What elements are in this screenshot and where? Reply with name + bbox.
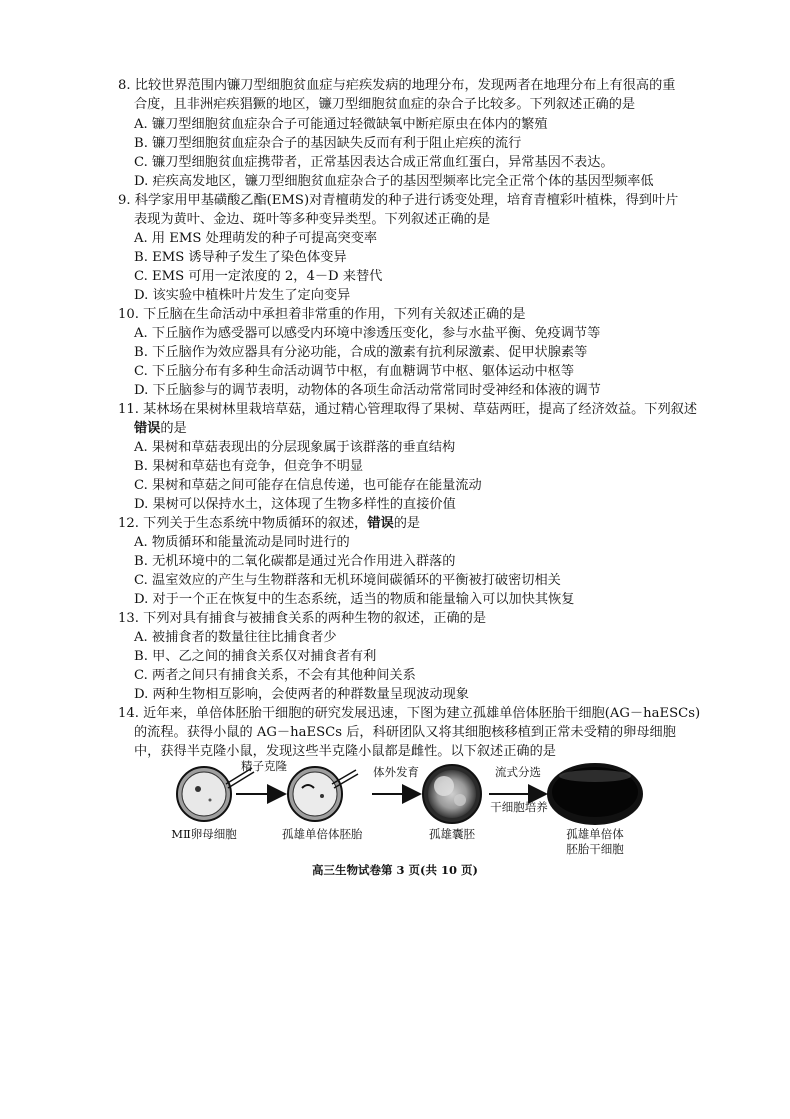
q11-option-b: B. 果树和草菇也有竞争，但竞争不明显 [134, 459, 364, 474]
q12-option-a: A. 物质循环和能量流动是同时进行的 [134, 535, 350, 550]
q10-option-a: A. 下丘脑作为感受器可以感受内环境中渗透压变化，参与水盐平衡、免疫调节等 [134, 326, 601, 341]
q8-option-b: B. 镰刀型细胞贫血症杂合子的基因缺失反而有利于阻止疟疾的流行 [134, 136, 522, 151]
blastocyst-label: 孤雄囊胚 [429, 827, 475, 841]
q10-option-d: D. 下丘脑参与的调节表明，动物体的各项生命活动常常同时受神经和体液的调节 [134, 383, 601, 398]
q8-option-a: A. 镰刀型细胞贫血症杂合子可能通过轻微缺氧中断疟原虫在体内的繁殖 [134, 117, 548, 132]
q9-stem-line2: 表现为黄叶、金边、斑叶等多种变异类型。下列叙述正确的是 [134, 212, 491, 227]
q11-emphasis: 错误 [134, 421, 161, 436]
arrow3-label-top: 流式分选 [495, 765, 541, 779]
blastocyst-icon [423, 765, 481, 823]
q12-option-b: B. 无机环境中的二氧化碳都是通过光合作用进入群落的 [134, 554, 456, 569]
q9-option-a: A. 用 EMS 处理萌发的种子可提高突变率 [134, 231, 378, 246]
q9-stem-line1: 9. 科学家用甲基磺酸乙酯(EMS)对青檀萌发的种子进行诱变处理，培育青檀彩叶植株，得到叶片 [118, 193, 679, 208]
q11-stem-line2 [134, 420, 187, 438]
oocyte-label: MⅡ卵母细胞 [171, 827, 237, 841]
q13-option-a: A. 被捕食者的数量往往比捕食者少 [134, 630, 337, 645]
stem-cell-dish-icon [548, 764, 642, 824]
q11-option-d: D. 果树可以保持水土，这体现了生物多样性的直接价值 [134, 497, 456, 512]
q8-option-d: D. 疟疾高发地区，镰刀型细胞贫血症杂合子的基因型频率比完全正常个体的基因型频率低 [134, 174, 654, 189]
q9-option-d: D. 该实验中植株叶片发生了定向变异 [134, 288, 351, 303]
arrow2-label: 体外发育 [373, 765, 419, 779]
q13-option-b: B. 甲、乙之间的捕食关系仅对捕食者有利 [134, 649, 377, 664]
arrow3-label-bottom: 干细胞培养 [490, 800, 548, 814]
q9-option-b: B. EMS 诱导种子发生了染色体变异 [134, 250, 347, 265]
oocyte-icon [177, 767, 231, 821]
q12-emphasis: 错误 [367, 516, 394, 531]
haploid-embryo-icon [288, 767, 358, 821]
q8-option-c: C. 镰刀型细胞贫血症携带者，正常基因表达合成正常血红蛋白，异常基因不表达。 [134, 155, 614, 170]
q10-option-b: B. 下丘脑作为效应器具有分泌功能，合成的激素有抗利尿激素、促甲状腺素等 [134, 345, 588, 360]
q9-option-c: C. EMS 可用一定浓度的 2，4－D 来替代 [134, 269, 383, 284]
q14-stem-line1: 14. 近年来，单倍体胚胎干细胞的研究发展迅速，下图为建立孤雄单倍体胚胎干细胞(AG－haESCs) [118, 706, 701, 721]
q11-stem-suffix: 的是 [160, 421, 187, 436]
q11-stem-line1: 11. 某林场在果树林里栽培草菇，通过精心管理取得了果树、草菇两旺，提高了经济效益。下列叙述 [118, 402, 698, 417]
q12-option-d: D. 对于一个正在恢复中的生态系统，适当的物质和能量输入可以加快其恢复 [134, 592, 575, 607]
q8-stem-line2: 合度，且非洲疟疾猖獗的地区，镰刀型细胞贫血症的杂合子比较多。下列叙述正确的是 [134, 97, 636, 112]
q12-option-c: C. 温室效应的产生与生物群落和无机环境间碳循环的平衡被打破密切相关 [134, 573, 561, 588]
q12-stem-suffix: 的是 [393, 516, 421, 531]
q11-option-a: A. 果树和草菇表现出的分层现象属于该群落的垂直结构 [134, 440, 456, 455]
q12-stem [118, 515, 420, 533]
q10-stem: 10. 下丘脑在生命活动中承担着非常重的作用，下列有关叙述正确的是 [118, 307, 526, 322]
q14-stem-line2: 的流程。获得小鼠的 AG－haESCs 后，科研团队又将其细胞核移植到正常未受精的卵母细胞 [134, 725, 676, 740]
stem-cell-label-1: 孤雄单倍体 [566, 827, 624, 841]
q14-stem-line3: 中，获得半克隆小鼠，发现这些半克隆小鼠都是雌性。以下叙述正确的是 [134, 744, 556, 759]
q8-stem-line1: 8. 比较世界范围内镰刀型细胞贫血症与疟疾发病的地理分布，发现两者在地理分布上有很高的重 [118, 78, 676, 93]
haploid-embryo-label: 孤雄单倍体胚胎 [282, 827, 363, 841]
q12-stem-prefix: 12. 下列关于生态系统中物质循环的叙述， [118, 516, 368, 531]
q10-option-c: C. 下丘脑分布有多种生命活动调节中枢，有血糖调节中枢、躯体运动中枢等 [134, 364, 575, 379]
q13-option-d: D. 两种生物相互影响，会使两者的种群数量呈现波动现象 [134, 687, 469, 702]
stem-cell-label-2: 胚胎干细胞 [566, 842, 624, 856]
page-footer: 高三生物试卷第 3 页(共 10 页) [312, 863, 478, 877]
arrow1-label: 精子克隆 [241, 759, 287, 773]
q13-option-c: C. 两者之间只有捕食关系，不会有其他种间关系 [134, 668, 416, 683]
q13-stem: 13. 下列对具有捕食与被捕食关系的两种生物的叙述，正确的是 [118, 611, 487, 626]
q11-option-c: C. 果树和草菇之间可能存在信息传递，也可能存在能量流动 [134, 478, 482, 493]
